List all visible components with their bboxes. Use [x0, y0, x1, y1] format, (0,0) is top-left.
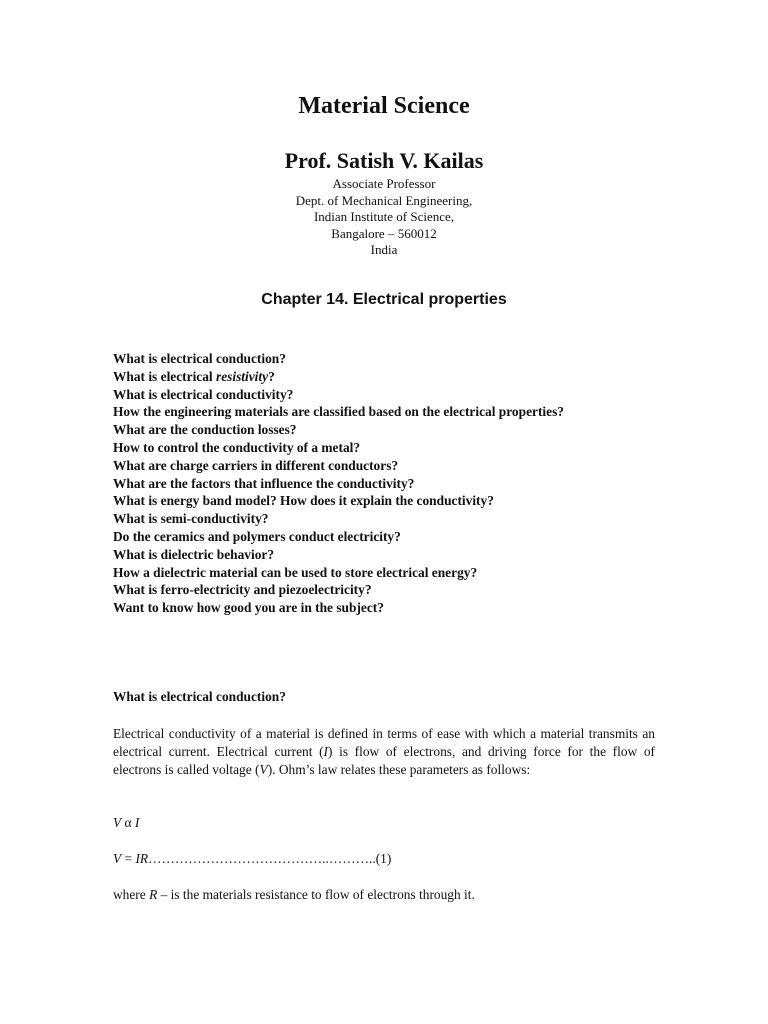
affiliation-country: India	[370, 242, 398, 257]
question-item: What is electrical conductivity?	[113, 386, 294, 402]
question-item: What is ferro-electricity and piezoelectricity?	[113, 582, 372, 598]
symbol-resistance: R	[149, 887, 158, 902]
symbol-current: I	[323, 744, 329, 760]
question-item: What are the conduction losses?	[113, 422, 297, 438]
ohms-law-equation	[113, 851, 391, 867]
body-paragraph	[113, 725, 655, 780]
symbol-voltage: V	[113, 815, 122, 830]
where-text: – is the materials resistance to flow of electrons through it.	[157, 887, 475, 902]
affiliation-city: Bangalore – 560012	[331, 225, 437, 241]
proportionality-equation	[113, 815, 139, 831]
leader-dots: …………………………………..………..	[148, 851, 376, 866]
question-item: What is energy band model? How does it explain the conductivity?	[113, 493, 494, 509]
paragraph-text: Electrical conductivity of a material is defined in terms of ease with which a material transmits an electrical current. Electrical current (	[113, 726, 655, 760]
question-item: How to control the conductivity of a metal?	[113, 439, 361, 455]
equation-number: (1)	[375, 851, 392, 866]
question-item: Do the ceramics and polymers conduct electricity?	[113, 528, 401, 544]
paragraph-text: ) is flow of electrons, and driving force for the flow of electrons is called voltage (	[113, 744, 655, 778]
equals-sign: =	[121, 851, 136, 866]
question-item: What are the factors that influence the conductivity?	[113, 475, 415, 491]
where-clause	[113, 887, 475, 903]
question-item: What is dielectric behavior?	[113, 546, 275, 562]
affiliation-department: Dept. of Mechanical Engineering,	[295, 192, 473, 208]
question-text: ?	[268, 368, 275, 384]
symbol-current: I	[134, 815, 140, 830]
section-heading: What is electrical conduction?	[113, 689, 286, 704]
document-title: Material Science	[298, 93, 470, 119]
question-list	[113, 350, 673, 617]
where-text: where	[113, 887, 150, 902]
question-item: How the engineering materials are classified based on the electrical properties?	[113, 404, 564, 420]
author-affiliation	[0, 176, 768, 259]
question-item: What is semi-conductivity?	[113, 511, 269, 527]
question-text: What is electrical	[113, 368, 216, 384]
symbol-voltage: V	[113, 851, 122, 866]
question-item: What is electrical conduction?	[113, 351, 286, 366]
question-item: Want to know how good you are in the subject?	[113, 600, 384, 616]
alpha-symbol: α	[121, 815, 135, 830]
chapter-heading: Chapter 14. Electrical properties	[261, 291, 507, 308]
symbol-voltage: V	[259, 762, 268, 778]
affiliation-position: Associate Professor	[332, 176, 436, 191]
affiliation-institute: Indian Institute of Science,	[313, 209, 455, 224]
paragraph-text: ). Ohm’s law relates these parameters as follows:	[267, 762, 531, 778]
author-name: Prof. Satish V. Kailas	[284, 148, 484, 173]
question-item: What are charge carriers in different conductors?	[113, 457, 399, 473]
symbol-ir: IR	[135, 851, 149, 866]
question-text-emphasis: resistivity	[216, 368, 269, 384]
question-item: How a dielectric material can be used to store electrical energy?	[113, 564, 478, 580]
question-item	[113, 368, 673, 386]
